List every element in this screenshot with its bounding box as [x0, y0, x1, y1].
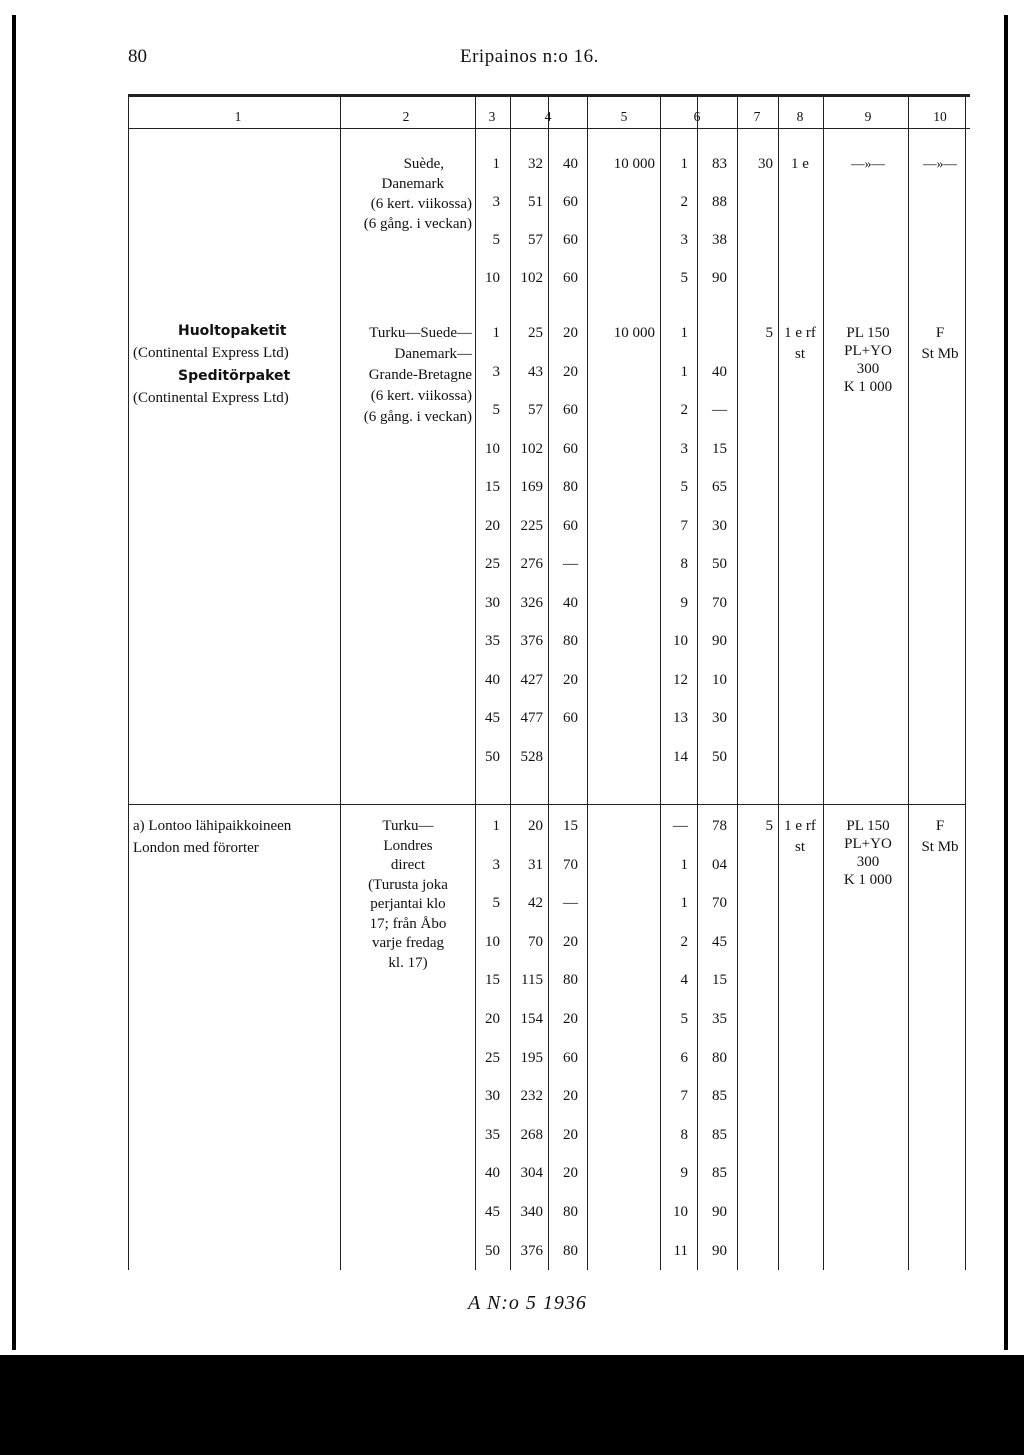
cell-r1: 88	[712, 194, 727, 210]
cell-r3: 10	[673, 1204, 688, 1220]
cell-r1: 15	[712, 972, 727, 989]
route-line: Londres	[383, 837, 433, 854]
cell-p1: 340	[520, 1204, 543, 1220]
cell-r3: 1	[680, 856, 688, 873]
cell-r1: 90	[712, 633, 727, 649]
cell-kg: 25	[485, 556, 500, 572]
route-line: varje fredag	[371, 935, 445, 951]
cell-r3: 1	[680, 363, 688, 380]
route-line: Suède,	[403, 156, 444, 172]
column-number: 5	[620, 109, 628, 124]
route-line: (6 kert. viikossa)	[370, 196, 472, 212]
cell-p2: 60	[563, 440, 578, 457]
cell-kg: 45	[485, 710, 500, 726]
route-line: (6 gång. i veckan)	[363, 409, 472, 425]
cell-col10: F	[935, 818, 945, 834]
cell-col10: —»—	[923, 156, 957, 171]
cell-r1: 78	[712, 818, 727, 834]
route-line: Danemark	[381, 176, 444, 192]
cell-r1: 30	[712, 710, 727, 726]
cell-p1: 276	[520, 556, 543, 572]
cell-p1: 51	[528, 194, 543, 210]
column-number: 8	[796, 109, 804, 124]
cell-col9: PL 150	[846, 818, 890, 834]
service-name-note: London med förorter	[133, 840, 259, 856]
cell-kg: 15	[485, 972, 500, 989]
cell-r3: 1	[680, 895, 688, 912]
column-rule	[128, 97, 129, 1270]
cell-r3: 4	[680, 972, 688, 989]
column-rule	[823, 97, 824, 1270]
cell-col9: PL 150	[846, 325, 890, 341]
cell-kg: 20	[485, 517, 500, 534]
cell-kg: 35	[485, 1126, 500, 1143]
cell-r3: 1	[680, 156, 688, 172]
cell-r1: 35	[712, 1011, 727, 1027]
column-rule	[697, 97, 698, 1270]
column-number: 10	[933, 109, 947, 124]
cell-kg: 10	[485, 440, 500, 457]
cell-col8: 1 e rf	[784, 818, 816, 834]
cell-p1: 154	[520, 1011, 543, 1027]
cell-p2: —	[563, 895, 578, 912]
column-rule	[908, 97, 909, 1270]
cell-r3: 8	[680, 1126, 688, 1143]
cell-kg: 40	[485, 671, 500, 688]
cell-kg: 10	[485, 933, 500, 950]
column-number: 2	[402, 109, 410, 124]
cell-r3: 9	[680, 594, 688, 611]
cell-p2: 60	[563, 517, 578, 534]
cell-p1: 42	[528, 895, 543, 912]
cell-r1: 45	[712, 933, 727, 950]
cell-kg: 20	[485, 1011, 500, 1027]
route-line: 17; från Åbo	[369, 915, 447, 932]
cell-p2: 80	[563, 1204, 578, 1220]
route-line: Danemark—	[394, 346, 472, 362]
cell-r1: 30	[712, 517, 727, 534]
route-line: (6 kert. viikossa)	[370, 388, 472, 404]
cell-col9: PL+YO	[844, 343, 892, 359]
scan-left-edge	[12, 15, 16, 1350]
cell-p2: 20	[563, 1088, 578, 1105]
cell-col8: st	[794, 346, 805, 362]
cell-maxval: 10 000	[613, 325, 655, 341]
route-line: direct	[390, 857, 426, 873]
cell-p1: 25	[528, 325, 543, 341]
service-name: a) Lontoo lähipaikkoineen	[133, 818, 292, 834]
cell-p1: 376	[520, 633, 543, 649]
cell-kg: 1	[492, 156, 500, 172]
cell-p1: 102	[520, 270, 543, 286]
cell-p2: 40	[563, 156, 578, 172]
cell-p2: 40	[563, 594, 578, 611]
cell-col9: K 1 000	[843, 379, 893, 395]
cell-r1: 65	[712, 479, 727, 495]
column-number: 1	[234, 109, 242, 124]
cell-col8: st	[794, 839, 805, 855]
route-line: Turku—Suede—	[369, 325, 472, 341]
cell-r1: 85	[712, 1088, 727, 1105]
column-rule	[737, 97, 738, 1270]
cell-r1: 40	[712, 363, 727, 380]
cell-p1: 169	[520, 479, 543, 495]
cell-p1: 376	[520, 1242, 543, 1259]
column-number: 4	[544, 109, 552, 124]
cell-p1: 427	[520, 671, 543, 688]
cell-r3: 12	[673, 671, 688, 688]
cell-kg: 3	[492, 856, 500, 873]
route-line: kl. 17)	[388, 954, 428, 971]
route-line: (Turusta joka	[368, 876, 448, 893]
row-rule	[128, 128, 970, 129]
cell-r3: 5	[680, 270, 688, 286]
cell-col7: 5	[765, 818, 773, 834]
cell-r3: 3	[680, 440, 688, 457]
cell-kg: 30	[485, 594, 500, 611]
cell-p2: 20	[563, 671, 578, 688]
cell-r3: 10	[673, 633, 688, 649]
cell-p1: 225	[520, 517, 543, 534]
cell-kg: 5	[492, 895, 500, 912]
cell-p2: 20	[563, 1165, 578, 1182]
cell-kg: 15	[485, 479, 500, 495]
cell-r3: 13	[673, 710, 688, 726]
cell-r3: 2	[680, 933, 688, 950]
cell-p2: 70	[563, 856, 578, 873]
column-rule	[340, 97, 341, 1270]
column-number: 3	[488, 109, 496, 124]
cell-r1: 85	[712, 1126, 727, 1143]
scan-right-edge	[1004, 15, 1008, 1350]
cell-p1: 326	[520, 594, 543, 611]
cell-r1: 15	[712, 440, 727, 457]
cell-r1: 04	[712, 856, 727, 873]
cell-p2: 80	[563, 633, 578, 649]
cell-kg: 40	[485, 1165, 500, 1182]
cell-p2: 80	[563, 479, 578, 495]
cell-r1: 70	[712, 895, 727, 912]
cell-kg: 30	[485, 1088, 500, 1105]
route-line: (6 gång. i veckan)	[363, 216, 472, 232]
cell-p1: 57	[528, 232, 543, 248]
cell-p2: 80	[563, 1242, 578, 1259]
cell-r1: 85	[712, 1165, 727, 1182]
cell-kg: 10	[485, 270, 500, 286]
cell-col9: 300	[856, 854, 880, 870]
cell-p1: 477	[520, 710, 543, 726]
cell-r3: 1	[680, 325, 688, 341]
cell-col8: 1 e rf	[784, 325, 816, 341]
footer-reference: A N:o 5 1936	[468, 1292, 587, 1314]
cell-r3: 11	[673, 1242, 688, 1259]
cell-col10: St Mb	[921, 839, 959, 855]
route-line: Turku—	[382, 818, 434, 834]
cell-p1: 232	[520, 1088, 543, 1105]
cell-p2: 20	[563, 933, 578, 950]
column-rule	[548, 97, 549, 1270]
cell-r3: 9	[680, 1165, 688, 1182]
cell-r3: 7	[680, 517, 688, 534]
cell-r1: 90	[712, 1204, 727, 1220]
cell-maxval: 10 000	[613, 156, 655, 172]
cell-col7: 5	[765, 325, 773, 341]
cell-p2: 60	[563, 402, 578, 418]
cell-r1: 80	[712, 1049, 727, 1066]
cell-r1: 90	[712, 270, 727, 286]
cell-kg: 3	[492, 363, 500, 380]
cell-kg: 25	[485, 1049, 500, 1066]
cell-kg: 5	[492, 402, 500, 418]
cell-p1: 195	[520, 1049, 543, 1066]
cell-kg: 50	[485, 1242, 500, 1259]
cell-kg: 35	[485, 633, 500, 649]
cell-p2: 20	[563, 1011, 578, 1027]
cell-p1: 32	[528, 156, 543, 172]
cell-col10: St Mb	[921, 346, 959, 362]
cell-p2: 20	[563, 1126, 578, 1143]
cell-col9: 300	[856, 361, 880, 377]
scan-bottom-border	[0, 1355, 1024, 1455]
cell-kg: 1	[492, 325, 500, 341]
route-line: perjantai klo	[370, 896, 446, 912]
cell-r3: 14	[673, 748, 688, 765]
cell-p2: 60	[563, 194, 578, 210]
cell-p1: 268	[520, 1126, 543, 1143]
cell-r1: 90	[712, 1242, 727, 1259]
column-rule	[587, 97, 588, 1270]
cell-r3: 3	[680, 232, 688, 248]
cell-r3: 5	[680, 1011, 688, 1027]
column-number: 7	[753, 109, 761, 124]
cell-p2: 20	[563, 363, 578, 380]
cell-p1: 102	[520, 440, 543, 457]
column-rule	[778, 97, 779, 1270]
cell-r3: 8	[680, 556, 688, 572]
cell-r3: 7	[680, 1088, 688, 1105]
service-name-note: (Continental Express Ltd)	[133, 390, 289, 406]
cell-kg: 5	[492, 232, 500, 248]
cell-p2: 60	[563, 1049, 578, 1066]
row-rule	[128, 804, 965, 805]
cell-r1: 50	[712, 556, 727, 572]
cell-r3: 5	[680, 479, 688, 495]
cell-p1: 31	[528, 856, 543, 873]
cell-r3: —	[673, 818, 688, 834]
cell-r1: 70	[712, 594, 727, 611]
cell-col9: PL+YO	[844, 836, 892, 852]
cell-col7: 30	[758, 156, 773, 172]
cell-col9: K 1 000	[843, 872, 893, 888]
cell-col10: F	[935, 325, 945, 341]
cell-r1: 50	[712, 748, 727, 765]
cell-p2: 60	[563, 270, 578, 286]
cell-p1: 304	[520, 1165, 543, 1182]
cell-r3: 6	[680, 1049, 688, 1066]
column-rule	[965, 97, 966, 1270]
cell-p1: 115	[521, 972, 543, 989]
cell-r1: —	[712, 402, 727, 418]
cell-r1: 38	[712, 232, 727, 248]
cell-kg: 1	[492, 818, 500, 834]
cell-p2: 60	[563, 710, 578, 726]
cell-r3: 2	[680, 194, 688, 210]
cell-r1: 10	[712, 671, 727, 688]
service-name: Huoltopaketit	[178, 323, 287, 339]
column-rule	[475, 97, 476, 1270]
service-name: Speditörpaket	[178, 368, 291, 384]
running-title: Eripainos n:o 16.	[460, 46, 599, 67]
service-name-note: (Continental Express Ltd)	[133, 345, 289, 361]
cell-p1: 528	[520, 748, 543, 765]
column-number: 6	[693, 109, 701, 124]
page-number: 80	[128, 46, 147, 67]
cell-p2: 80	[563, 972, 578, 989]
cell-r3: 2	[680, 402, 688, 418]
column-number: 9	[864, 109, 872, 124]
column-rule	[660, 97, 661, 1270]
cell-p2: 20	[563, 325, 578, 341]
route-line: Grande-Bretagne	[368, 367, 472, 383]
cell-kg: 45	[485, 1204, 500, 1220]
cell-p2: 60	[563, 232, 578, 248]
cell-p1: 20	[528, 818, 543, 834]
cell-p1: 57	[528, 402, 543, 418]
cell-kg: 50	[485, 748, 500, 765]
cell-col9: —»—	[851, 156, 885, 171]
cell-p2: 15	[563, 818, 578, 834]
cell-p1: 70	[528, 933, 543, 950]
cell-col8: 1 e	[791, 156, 809, 172]
column-rule	[510, 97, 511, 1270]
cell-p2: —	[563, 556, 578, 572]
cell-r1: 83	[712, 156, 727, 172]
row-rule	[128, 94, 970, 97]
cell-kg: 3	[492, 194, 500, 210]
cell-p1: 43	[528, 363, 543, 380]
